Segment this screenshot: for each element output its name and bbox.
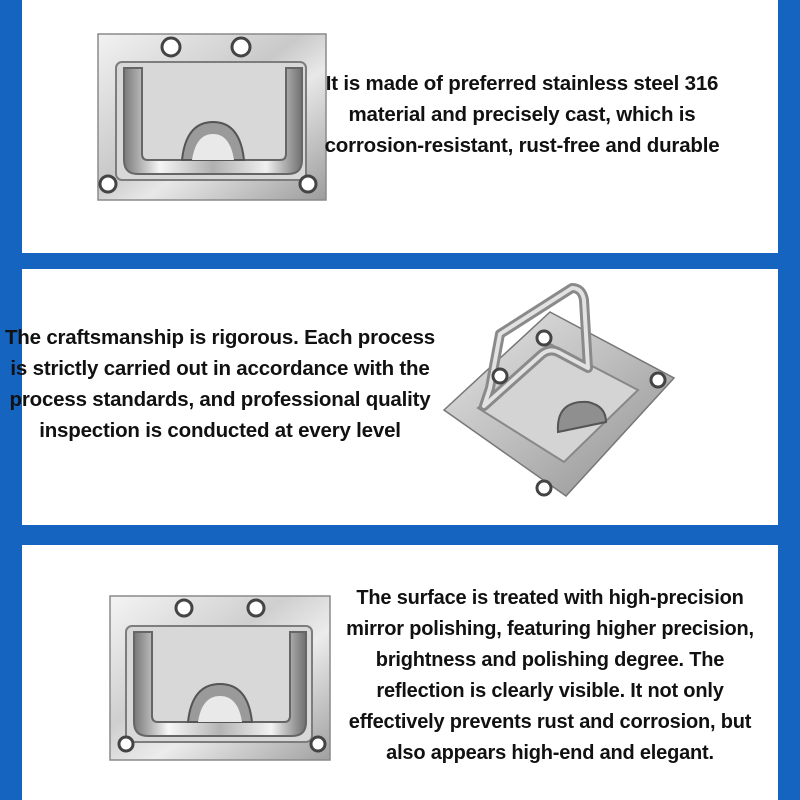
handle-raised-angle-view-image: [438, 282, 678, 512]
handle-polished-front-view-image: [108, 594, 334, 764]
material-description-text: It is made of preferred stainless steel 316 material and precisely cast, which is corrosion-resistant, rust-free and durable: [324, 72, 720, 157]
handle-front-view-image: [96, 32, 330, 204]
surface-description-text: The surface is treated with high-precision mirror polishing, featuring higher precision, brightness and polishing degree. The reflection is clearly visible. It not only effectively prevents rust and corrosion, but also appears high-end and elegant.: [346, 587, 754, 764]
craftsmanship-description-text: The craftsmanship is rigorous. Each process is strictly carried out in accordance with the process standards, and professional quality inspection is conducted at every level: [4, 326, 435, 442]
